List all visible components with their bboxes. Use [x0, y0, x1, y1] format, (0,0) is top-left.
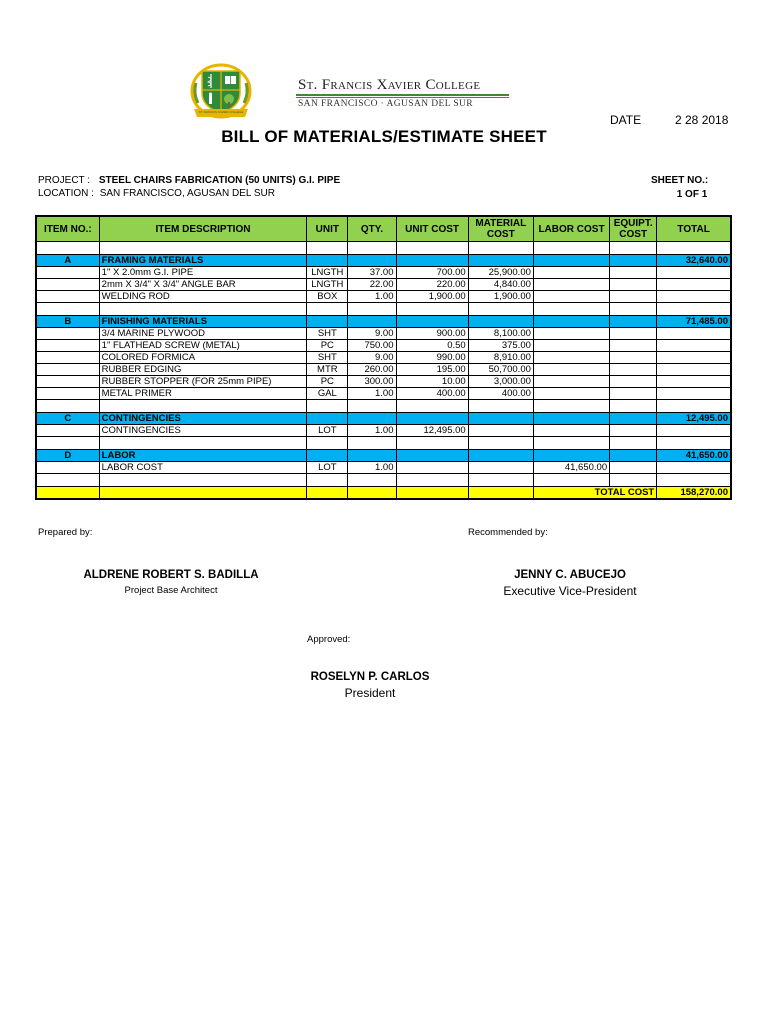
table-cell	[36, 425, 99, 437]
table-cell	[610, 462, 657, 474]
college-rule-top	[296, 94, 509, 96]
table-cell: LABOR COST	[99, 462, 307, 474]
table-cell: PC	[307, 340, 348, 352]
table-cell: 1" FLATHEAD SCREW (METAL)	[99, 340, 307, 352]
table-cell: FRAMING MATERIALS	[99, 255, 307, 267]
college-name	[298, 77, 480, 94]
location-label: LOCATION :	[38, 188, 94, 199]
table-cell: 300.00	[348, 376, 396, 388]
table-cell	[610, 242, 657, 255]
table-cell	[533, 437, 609, 450]
table-cell	[36, 340, 99, 352]
table-cell	[468, 413, 533, 425]
table-cell	[610, 267, 657, 279]
table-cell	[610, 352, 657, 364]
table-cell	[468, 474, 533, 487]
table-cell	[610, 474, 657, 487]
table-cell	[657, 425, 731, 437]
table-cell: 260.00	[348, 364, 396, 376]
table-cell	[533, 364, 609, 376]
table-cell	[307, 413, 348, 425]
table-cell: RUBBER EDGING	[99, 364, 307, 376]
table-cell: LNGTH	[307, 267, 348, 279]
table-cell: RUBBER STOPPER (FOR 25mm PIPE)	[99, 376, 307, 388]
table-cell	[348, 400, 396, 413]
table-cell: 4,840.00	[468, 279, 533, 291]
table-cell	[610, 364, 657, 376]
recommended-name: JENNY C. ABUCEJO	[514, 569, 626, 581]
table-cell	[348, 255, 396, 267]
table-cell	[533, 303, 609, 316]
table-cell: A	[36, 255, 99, 267]
table-cell: B	[36, 316, 99, 328]
page-title: BILL OF MATERIALS/ESTIMATE SHEET	[221, 127, 547, 146]
col-header: MATERIAL COST	[468, 216, 533, 242]
table-cell	[610, 400, 657, 413]
recommended-label: Recommended by:	[468, 527, 548, 538]
col-header: TOTAL	[657, 216, 731, 242]
sheet-value: 1 OF 1	[676, 189, 708, 200]
table-cell: LOT	[307, 462, 348, 474]
table-cell	[307, 400, 348, 413]
table-cell: LABOR	[99, 450, 307, 462]
prepared-name: ALDRENE ROBERT S. BADILLA	[83, 569, 259, 581]
spacer-row	[36, 437, 731, 450]
table-row	[36, 364, 731, 376]
table-cell: 12,495.00	[657, 413, 731, 425]
table-cell	[468, 242, 533, 255]
table-cell: LOT	[307, 425, 348, 437]
bom-table	[35, 215, 732, 500]
table-cell: COLORED FORMICA	[99, 352, 307, 364]
table-cell	[396, 462, 468, 474]
table-cell: 32,640.00	[657, 255, 731, 267]
table-cell	[99, 437, 307, 450]
table-cell: 990.00	[396, 352, 468, 364]
table-cell	[657, 291, 731, 303]
logo-ribbon-text: ST. FRANCIS XAVIER COLLEGE	[198, 110, 244, 114]
table-cell: METAL PRIMER	[99, 388, 307, 400]
table-row	[36, 425, 731, 437]
sheet-label: SHEET NO.:	[651, 175, 709, 186]
table-row	[36, 328, 731, 340]
college-logo	[190, 63, 252, 121]
table-cell	[657, 437, 731, 450]
total-row	[36, 487, 731, 500]
table-row	[36, 340, 731, 352]
section-row	[36, 450, 731, 462]
table-cell	[348, 303, 396, 316]
table-cell: 9.00	[348, 328, 396, 340]
table-cell: 750.00	[348, 340, 396, 352]
table-cell	[657, 340, 731, 352]
table-cell	[36, 364, 99, 376]
table-cell	[657, 364, 731, 376]
table-cell	[610, 376, 657, 388]
table-cell	[348, 474, 396, 487]
table-cell: WELDING ROD	[99, 291, 307, 303]
table-cell	[468, 255, 533, 267]
table-cell	[348, 242, 396, 255]
table-cell: 3/4 MARINE PLYWOOD	[99, 328, 307, 340]
table-cell	[36, 267, 99, 279]
table-cell	[533, 388, 609, 400]
table-row	[36, 279, 731, 291]
table-cell	[396, 255, 468, 267]
prepared-role: Project Base Architect	[124, 585, 218, 596]
table-cell	[36, 303, 99, 316]
table-row	[36, 267, 731, 279]
table-cell	[610, 340, 657, 352]
approved-label: Approved:	[307, 634, 351, 645]
section-row	[36, 413, 731, 425]
table-cell: 10.00	[396, 376, 468, 388]
table-cell	[610, 437, 657, 450]
table-cell	[533, 316, 609, 328]
table-cell: 400.00	[468, 388, 533, 400]
table-cell	[36, 291, 99, 303]
table-cell: 8,100.00	[468, 328, 533, 340]
prepared-label: Prepared by:	[38, 527, 93, 538]
table-cell	[468, 462, 533, 474]
table-cell	[610, 388, 657, 400]
project-label: PROJECT :	[38, 175, 91, 186]
college-rule-bottom	[296, 97, 509, 98]
table-cell	[533, 255, 609, 267]
table-cell	[533, 400, 609, 413]
table-cell: CONTINGENCIES	[99, 425, 307, 437]
table-cell: PC	[307, 376, 348, 388]
table-cell	[36, 376, 99, 388]
table-cell	[610, 291, 657, 303]
col-header: LABOR COST	[533, 216, 609, 242]
table-cell: 900.00	[396, 328, 468, 340]
table-cell	[657, 303, 731, 316]
table-cell: 41,650.00	[657, 450, 731, 462]
table-cell	[396, 450, 468, 462]
table-cell: 1.00	[348, 425, 396, 437]
table-cell	[36, 279, 99, 291]
table-cell	[348, 437, 396, 450]
spacer-row	[36, 474, 731, 487]
table-cell: 1.00	[348, 388, 396, 400]
spacer-row	[36, 303, 731, 316]
table-cell	[307, 450, 348, 462]
bom-table-body	[36, 242, 731, 487]
table-cell: 1" X 2.0mm G.I. PIPE	[99, 267, 307, 279]
table-cell	[610, 255, 657, 267]
table-cell	[468, 425, 533, 437]
table-cell	[348, 450, 396, 462]
col-header: ITEM NO.:	[36, 216, 99, 242]
table-cell	[610, 425, 657, 437]
table-cell	[36, 352, 99, 364]
table-cell	[468, 450, 533, 462]
table-cell	[657, 352, 731, 364]
table-cell	[36, 437, 99, 450]
table-cell: 41,650.00	[533, 462, 609, 474]
table-cell: CONTINGENCIES	[99, 413, 307, 425]
table-cell: MTR	[307, 364, 348, 376]
table-cell	[307, 474, 348, 487]
table-cell: 1.00	[348, 462, 396, 474]
table-cell	[36, 462, 99, 474]
table-cell: 37.00	[348, 267, 396, 279]
table-cell: 25,900.00	[468, 267, 533, 279]
table-cell: 195.00	[396, 364, 468, 376]
spacer-row	[36, 400, 731, 413]
table-cell	[99, 474, 307, 487]
table-cell: SHT	[307, 328, 348, 340]
table-cell: SHT	[307, 352, 348, 364]
col-header: ITEM DESCRIPTION	[99, 216, 307, 242]
table-cell: 50,700.00	[468, 364, 533, 376]
table-cell	[348, 316, 396, 328]
table-cell	[533, 279, 609, 291]
project-value: STEEL CHAIRS FABRICATION (50 UNITS) G.I. PIPE	[98, 175, 341, 186]
table-row	[36, 376, 731, 388]
table-cell	[36, 474, 99, 487]
table-cell	[36, 328, 99, 340]
date-value: 2 28 2018	[675, 113, 729, 127]
date-label: DATE	[610, 113, 642, 127]
spacer-row	[36, 242, 731, 255]
table-cell	[657, 279, 731, 291]
table-cell: 9.00	[348, 352, 396, 364]
table-cell: 22.00	[348, 279, 396, 291]
table-cell	[610, 328, 657, 340]
table-cell	[396, 413, 468, 425]
table-cell: 400.00	[396, 388, 468, 400]
table-cell: FINISHING MATERIALS	[99, 316, 307, 328]
table-cell	[307, 437, 348, 450]
table-cell: 375.00	[468, 340, 533, 352]
table-cell	[468, 303, 533, 316]
table-cell	[468, 437, 533, 450]
table-cell	[533, 376, 609, 388]
table-cell	[36, 242, 99, 255]
project-line	[38, 175, 340, 186]
table-cell: D	[36, 450, 99, 462]
table-cell: 1.00	[348, 291, 396, 303]
col-header: UNIT COST	[396, 216, 468, 242]
table-cell	[657, 267, 731, 279]
table-cell	[610, 413, 657, 425]
location-line	[38, 188, 275, 199]
table-cell	[610, 303, 657, 316]
table-cell	[307, 303, 348, 316]
col-header: EQUIPT. COST	[610, 216, 657, 242]
table-cell	[533, 340, 609, 352]
table-row	[36, 291, 731, 303]
col-header: QTY.	[348, 216, 396, 242]
table-cell	[657, 400, 731, 413]
table-cell	[468, 316, 533, 328]
table-cell	[99, 242, 307, 255]
section-row	[36, 255, 731, 267]
table-cell	[99, 303, 307, 316]
table-cell	[657, 242, 731, 255]
table-cell: 8,910.00	[468, 352, 533, 364]
table-cell	[396, 400, 468, 413]
table-cell	[307, 242, 348, 255]
table-cell	[348, 413, 396, 425]
table-cell	[36, 400, 99, 413]
table-cell	[610, 450, 657, 462]
recommended-role: Executive Vice-President	[503, 584, 637, 598]
table-cell	[307, 316, 348, 328]
location-value: SAN FRANCISCO, AGUSAN DEL SUR	[99, 188, 275, 199]
col-header: UNIT	[307, 216, 348, 242]
college-name-text: St. Francis Xavier College	[298, 77, 481, 93]
table-cell: 2mm X 3/4" X 3/4" ANGLE BAR	[99, 279, 307, 291]
table-cell	[533, 267, 609, 279]
table-cell	[657, 388, 731, 400]
table-cell	[533, 425, 609, 437]
table-cell	[396, 316, 468, 328]
table-row	[36, 388, 731, 400]
table-cell	[610, 279, 657, 291]
table-cell	[533, 413, 609, 425]
total-label: TOTAL COST	[533, 487, 656, 500]
table-cell	[468, 400, 533, 413]
table-cell: 0.50	[396, 340, 468, 352]
table-cell	[533, 474, 609, 487]
table-cell	[657, 376, 731, 388]
table-cell: 3,000.00	[468, 376, 533, 388]
table-cell	[610, 316, 657, 328]
table-cell: 1,900.00	[396, 291, 468, 303]
table-cell	[36, 388, 99, 400]
college-address: SAN FRANCISCO · AGUSAN DEL SUR	[298, 99, 474, 109]
table-cell	[396, 437, 468, 450]
table-cell: GAL	[307, 388, 348, 400]
approved-name: ROSELYN P. CARLOS	[310, 671, 430, 683]
table-cell: BOX	[307, 291, 348, 303]
table-cell: LNGTH	[307, 279, 348, 291]
table-cell: 700.00	[396, 267, 468, 279]
section-row	[36, 316, 731, 328]
table-cell	[99, 400, 307, 413]
table-row	[36, 462, 731, 474]
table-cell: 1,900.00	[468, 291, 533, 303]
total-value: 158,270.00	[657, 487, 731, 500]
table-cell	[533, 328, 609, 340]
approved-role: President	[344, 686, 396, 700]
table-cell	[657, 474, 731, 487]
table-cell	[396, 242, 468, 255]
table-cell	[533, 352, 609, 364]
table-cell: C	[36, 413, 99, 425]
table-row	[36, 352, 731, 364]
table-cell	[533, 242, 609, 255]
table-cell	[657, 328, 731, 340]
table-cell	[307, 255, 348, 267]
table-cell: 220.00	[396, 279, 468, 291]
table-cell	[533, 450, 609, 462]
table-cell	[396, 474, 468, 487]
table-cell	[657, 462, 731, 474]
table-cell: 12,495.00	[396, 425, 468, 437]
table-header-row	[36, 216, 731, 242]
table-cell	[396, 303, 468, 316]
table-cell	[533, 291, 609, 303]
table-cell: 71,485.00	[657, 316, 731, 328]
